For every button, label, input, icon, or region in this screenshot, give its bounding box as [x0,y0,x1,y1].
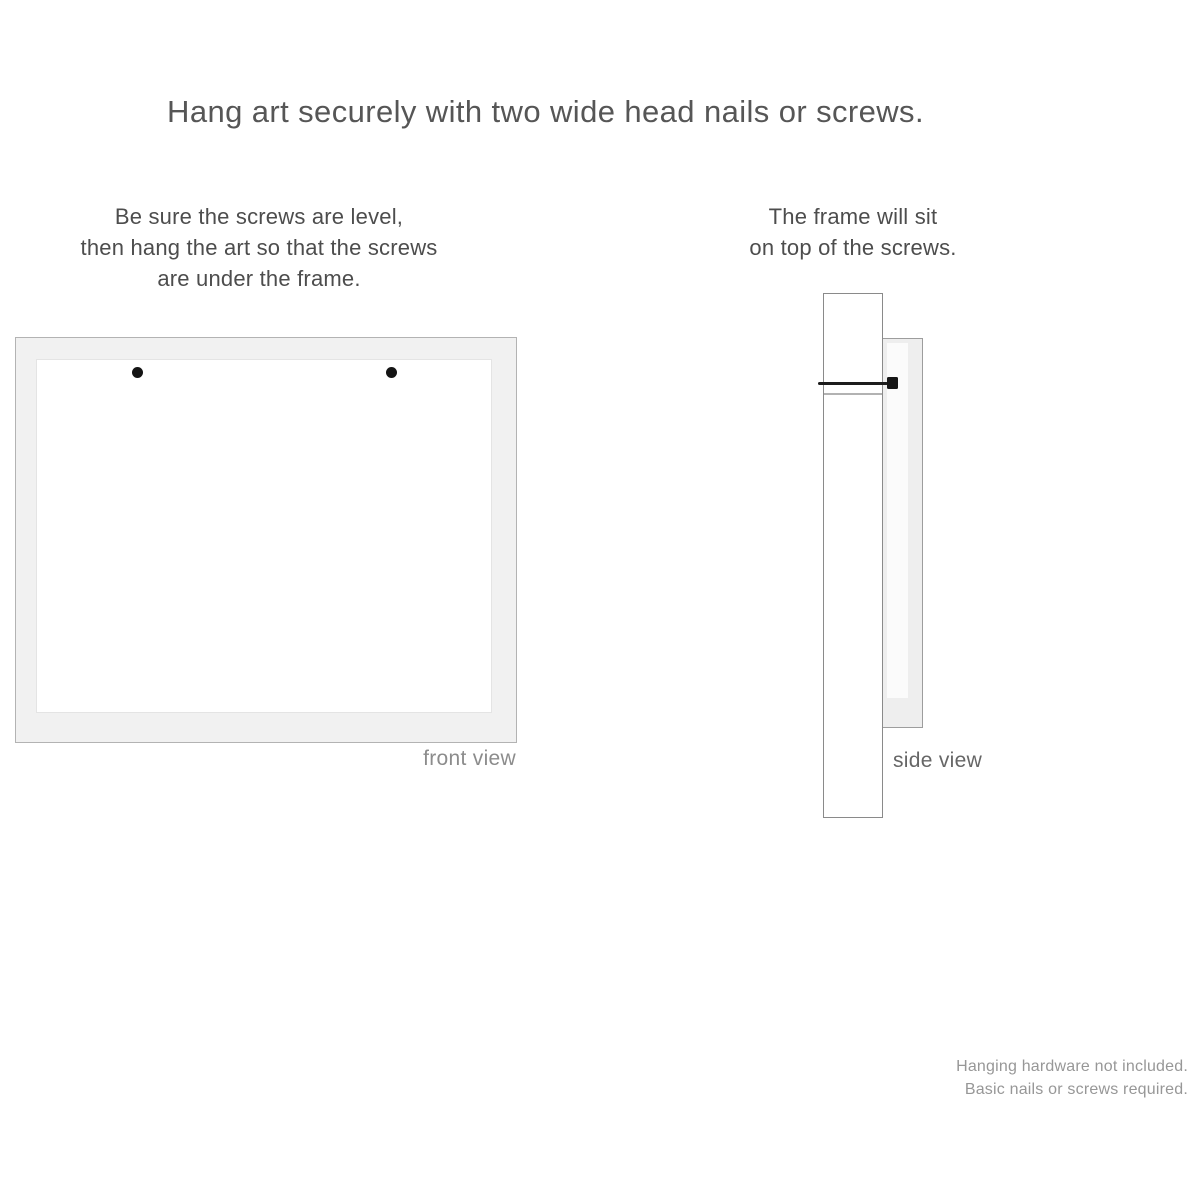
footer-line: Basic nails or screws required. [964,1081,1188,1098]
nail-slot-line [824,393,882,395]
nail-head-icon [887,377,898,389]
instruction-line: are under the frame. [157,266,361,291]
side-view-label: side view [893,749,983,772]
instruction-line: The frame will sit [768,204,938,229]
front-view-art-area [36,359,492,713]
instruction-line: on top of the screws. [749,235,957,260]
instruction-line: then hang the art so that the screws [80,235,438,260]
screw-dot-left-icon [132,367,143,378]
front-view-label: front view [423,747,516,770]
instruction-line: Be sure the screws are level, [114,204,404,229]
nail-shaft-icon [818,382,888,385]
footer-note [788,1055,1188,1101]
side-view-wall [823,293,883,818]
front-view-instructions [9,201,509,294]
screw-dot-right-icon [386,367,397,378]
side-view-instructions [703,201,1003,263]
footer-line: Hanging hardware not included. [956,1058,1188,1075]
side-view-frame-recess [887,343,908,698]
page-title: Hang art securely with two wide head nails or screws. [167,94,924,129]
